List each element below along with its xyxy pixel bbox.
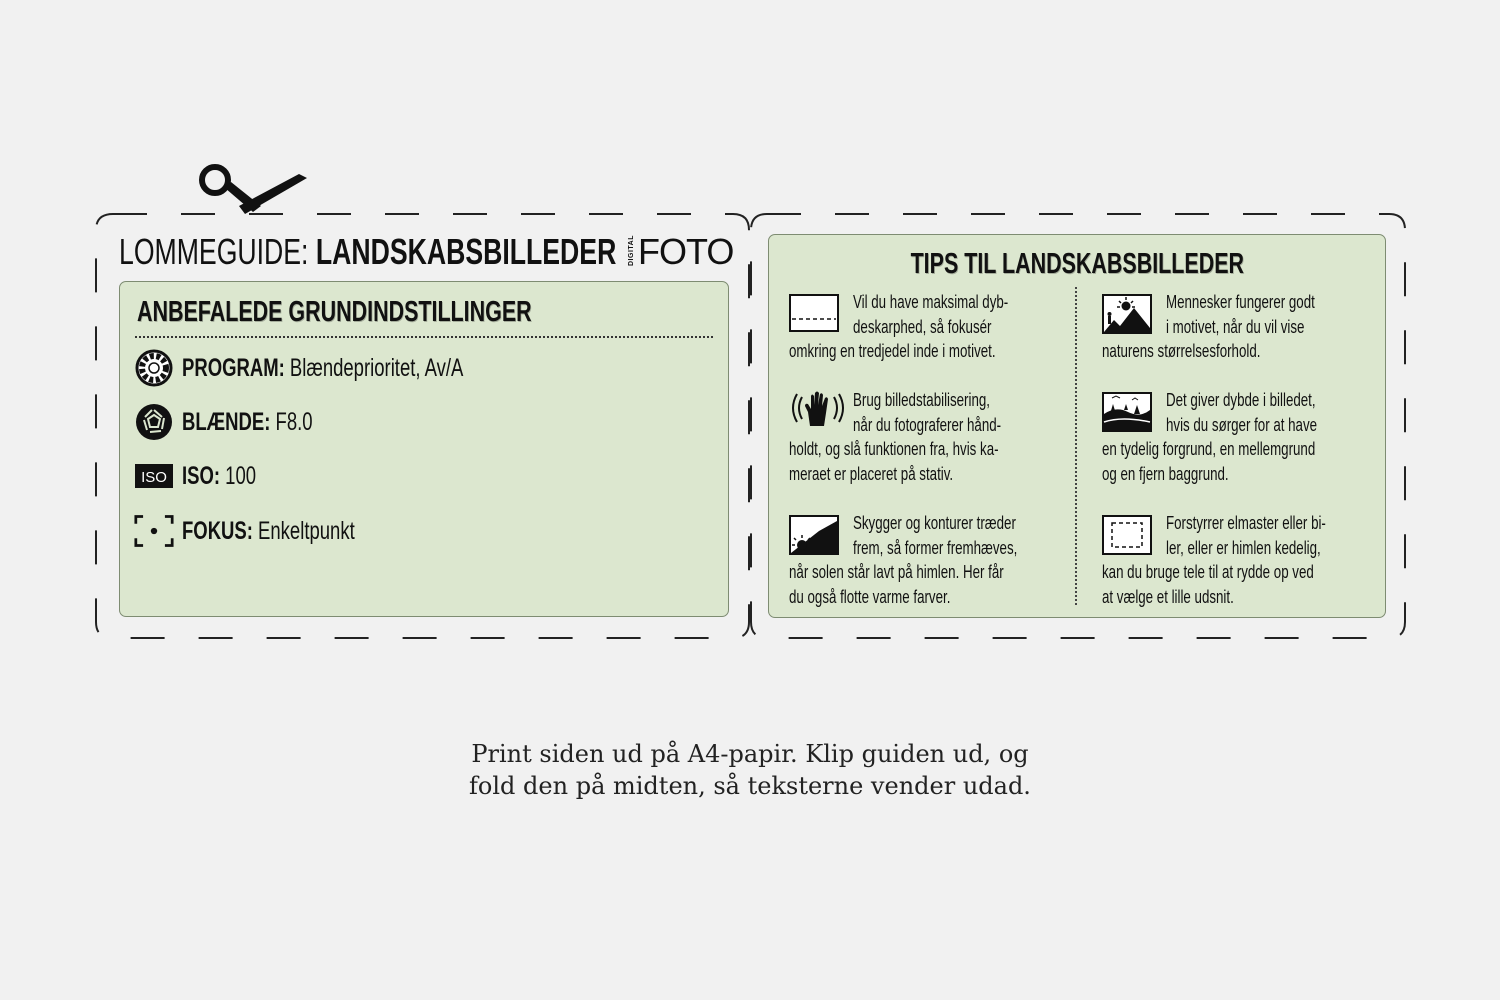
logo-main-text: FOTO	[638, 231, 734, 272]
focus-point-icon	[134, 511, 174, 551]
instruction-line-2: fold den på midten, så teksterne vender udad.	[469, 772, 1031, 800]
setting-program	[134, 348, 562, 388]
scissors-icon	[195, 160, 310, 220]
setting-label: PROGRAM:	[182, 354, 285, 382]
setting-value: F8.0	[270, 408, 313, 436]
tip-item: Det giver dybde i billedet, hvis du sørger for at have en tydelig forgrund, en mellemgrund og en fjern baggrund.	[1102, 390, 1318, 484]
setting-value: 100	[220, 462, 257, 490]
guide-title-main: LANDSKABSBILLEDER	[315, 231, 617, 272]
setting-focus	[134, 511, 415, 551]
people-landscape-icon	[1102, 294, 1152, 334]
crop-frame-icon	[1102, 515, 1152, 555]
guide-title-prefix: LOMMEGUIDE:	[119, 231, 316, 272]
setting-label: ISO:	[182, 462, 221, 490]
tips-divider	[1075, 287, 1077, 605]
third-frame-icon	[789, 294, 839, 332]
setting-value: Enkeltpunkt	[252, 517, 355, 545]
tip-item: Brug billedstabilisering, når du fotograferer hånd- holdt, og slå funktionen fra, hvis ka- meraet er placeret på stativ.	[789, 390, 1002, 484]
stabilization-hand-icon	[789, 388, 847, 430]
mode-dial-icon	[134, 348, 174, 388]
tip-item: Mennesker fungerer godt i motivet, når du vil vise naturens størrelsesforhold.	[1102, 292, 1315, 361]
setting-iso	[134, 456, 282, 496]
print-instructions	[0, 738, 1500, 802]
settings-heading: ANBEFALEDE GRUNDINDSTILLINGER	[137, 296, 532, 328]
iso-icon	[134, 456, 174, 496]
setting-label: BLÆNDE:	[182, 408, 271, 436]
instruction-line-1: Print siden ud på A4-papir. Klip guiden ud, og	[471, 740, 1029, 768]
setting-aperture	[134, 402, 358, 442]
logo-small-text: DIGITAL	[628, 235, 635, 266]
iso-icon-text: ISO	[141, 469, 167, 486]
dotted-divider	[135, 336, 713, 338]
low-sun-landscape-icon	[789, 515, 839, 555]
settings-panel	[119, 281, 729, 617]
tip-item: Skygger og konturer træder frem, så former fremhæves, når solen står lavt på himlen. Her får du også flotte varme farver.	[789, 513, 1018, 607]
tips-panel	[768, 234, 1386, 618]
tips-heading: TIPS TIL LANDSKABSBILLEDER	[910, 248, 1244, 280]
tip-item: Vil du have maksimal dyb- deskarphed, så fokusér omkring en tredjedel inde i motivet.	[789, 292, 1009, 361]
aperture-icon	[134, 402, 174, 442]
tip-item: Forstyrrer elmaster eller bi- ler, eller er himlen kedelig, kan du bruge tele til at rydde op ved at vælge et lille udsnit.	[1102, 513, 1326, 607]
setting-label: FOKUS:	[182, 517, 253, 545]
setting-value: Blændeprioritet, Av/A	[284, 354, 464, 382]
depth-landscape-icon	[1102, 392, 1152, 432]
